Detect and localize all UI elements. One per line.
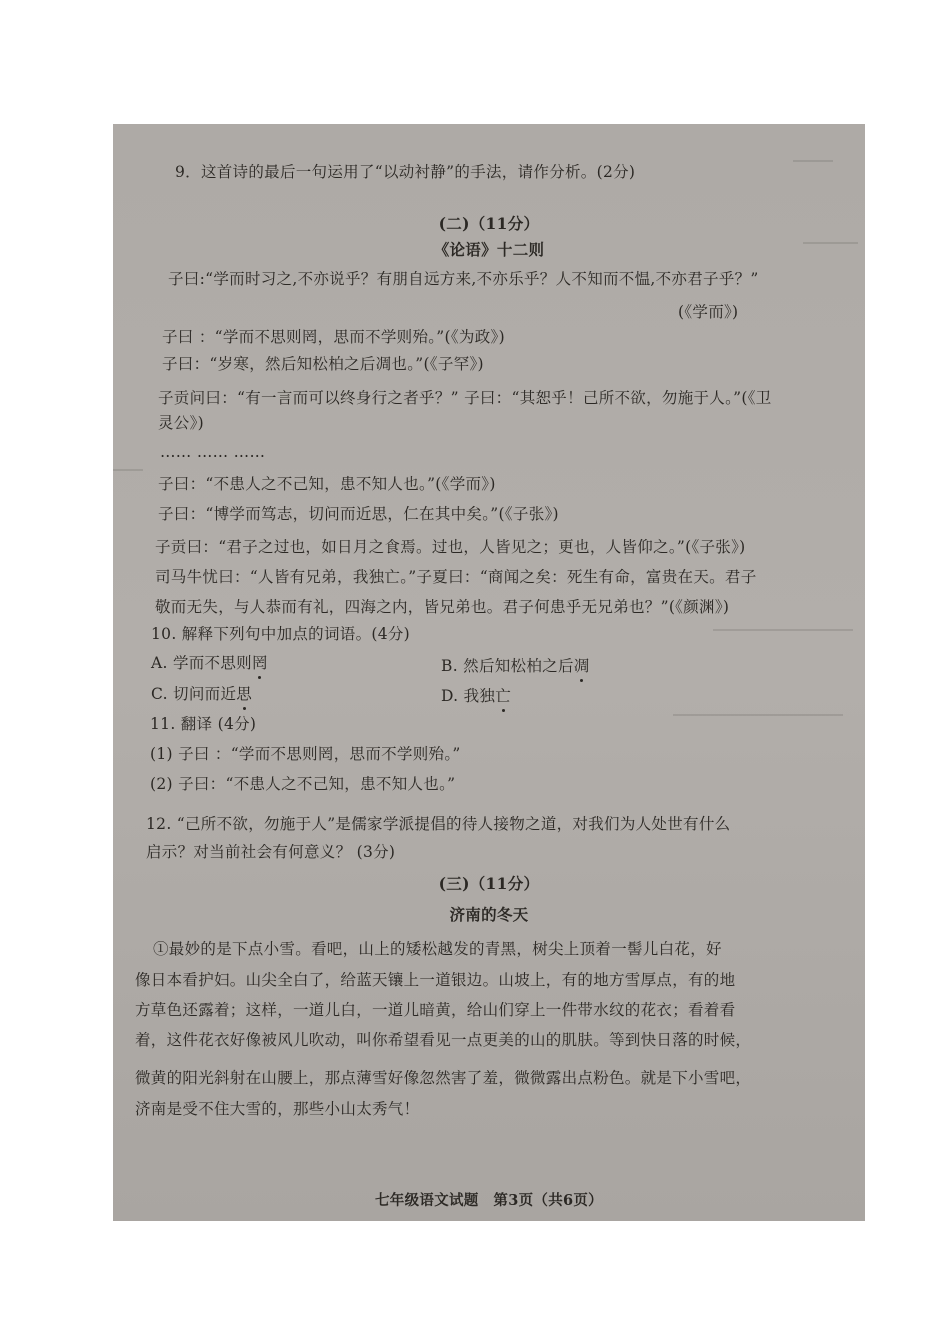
option-d-text: D. 我独 (441, 687, 496, 705)
section-3-title: 济南的冬天 (449, 905, 529, 924)
option-b-dotted-word: 凋 (574, 657, 590, 675)
page-footer: 七年级语文试题 第3页（共6页） (375, 1192, 603, 1209)
passage-line-3: 方草色还露着；这样，一道儿白，一道儿暗黄，给山们穿上一件带水纹的花衣；看着看 (135, 1001, 736, 1019)
option-c (151, 684, 252, 704)
ellipsis: …… …… …… (160, 443, 266, 461)
lunyu-line-6: 子曰：“博学而笃志，切问而近思，仁在其中矣。”(《子张》) (158, 505, 559, 523)
option-c-dotted-word: 思 (236, 685, 252, 703)
lunyu-line-3: 子曰：“岁寒，然后知松柏之后凋也。”(《子罕》) (162, 355, 484, 373)
question-10: 10. 解释下列句中加点的词语。(4分) (151, 625, 411, 643)
lunyu-line-8a: 司马牛忧曰：“人皆有兄弟，我独亡。”子夏曰：“商闻之矣：死生有命，富贵在天。君子 (155, 568, 757, 586)
option-a (151, 653, 268, 673)
option-a-text: A. 学而不思则 (151, 654, 252, 672)
section-2-heading: (二)（11分） (438, 214, 540, 233)
passage-line-4: 着，这件花衣好像被风儿吹动，叫你希望看见一点更美的山的肌肤。等到快日落的时候， (135, 1031, 752, 1049)
bleed-through-mark (713, 629, 853, 631)
lunyu-line-5: 子曰：“不患人之不己知，患不知人也。”(《学而》) (158, 475, 496, 493)
passage-line-1: ①最妙的是下点小雪。看吧，山上的矮松越发的青黑，树尖上顶着一髻儿白花，好 (153, 940, 722, 958)
exam-page-photo (113, 124, 865, 1221)
option-d (441, 686, 511, 706)
question-12-line-2: 启示？对当前社会有何意义？ (3分) (146, 843, 396, 861)
bleed-through-mark (113, 469, 143, 471)
lunyu-line-1-source: (《学而》) (678, 303, 739, 321)
passage-line-5: 微黄的阳光斜射在山腰上，那点薄雪好像忽然害了羞，微微露出点粉色。就是下小雪吧， (135, 1069, 752, 1087)
bleed-through-mark (793, 160, 833, 162)
question-11-item-2: (2) 子曰：“不患人之不己知，患不知人也。” (150, 775, 456, 793)
section-3-heading: (三)（11分） (438, 874, 540, 893)
option-a-dotted-word: 罔 (252, 654, 268, 672)
option-d-dotted-word: 亡 (495, 687, 511, 705)
passage-line-6: 济南是受不住大雪的，那些小山太秀气！ (135, 1100, 420, 1118)
option-c-text: C. 切问而近 (151, 685, 237, 703)
option-b-text: B. 然后知松柏之后 (441, 657, 574, 675)
bleed-through-mark (673, 714, 843, 716)
lunyu-line-4a: 子贡问曰：“有一言而可以终身行之者乎？” 子曰：“其恕乎！己所不欲，勿施于人。”(《卫 (158, 389, 772, 407)
question-11: 11. 翻译 (4分) (150, 715, 257, 733)
lunyu-line-7: 子贡曰：“君子之过也，如日月之食焉。过也，人皆见之；更也，人皆仰之。”(《子张》) (155, 538, 746, 556)
option-b (441, 656, 590, 676)
question-12-line-1: 12. “己所不欲，勿施于人”是儒家学派提倡的待人接物之道，对我们为人处世有什么 (146, 815, 731, 833)
question-9: 9．这首诗的最后一句运用了“以动衬静”的手法，请作分析。(2分) (175, 163, 636, 181)
passage-line-2: 像日本看护妇。山尖全白了，给蓝天镶上一道银边。山坡上，有的地方雪厚点，有的地 (135, 971, 736, 989)
lunyu-line-8b: 敬而无失，与人恭而有礼，四海之内，皆兄弟也。君子何患乎无兄弟也？”(《颜渊》) (155, 598, 730, 616)
lunyu-line-1: 子曰:“学而时习之,不亦说乎？有朋自远方来,不亦乐乎？人不知而不愠,不亦君子乎？” (168, 270, 759, 288)
section-2-title: 《论语》十二则 (433, 240, 545, 259)
lunyu-line-4b: 灵公》) (158, 414, 204, 432)
question-11-item-1: (1) 子曰 ：“学而不思则罔，思而不学则殆。” (150, 745, 461, 763)
lunyu-line-2: 子曰 ：“学而不思则罔，思而不学则殆。”(《为政》) (162, 328, 505, 346)
